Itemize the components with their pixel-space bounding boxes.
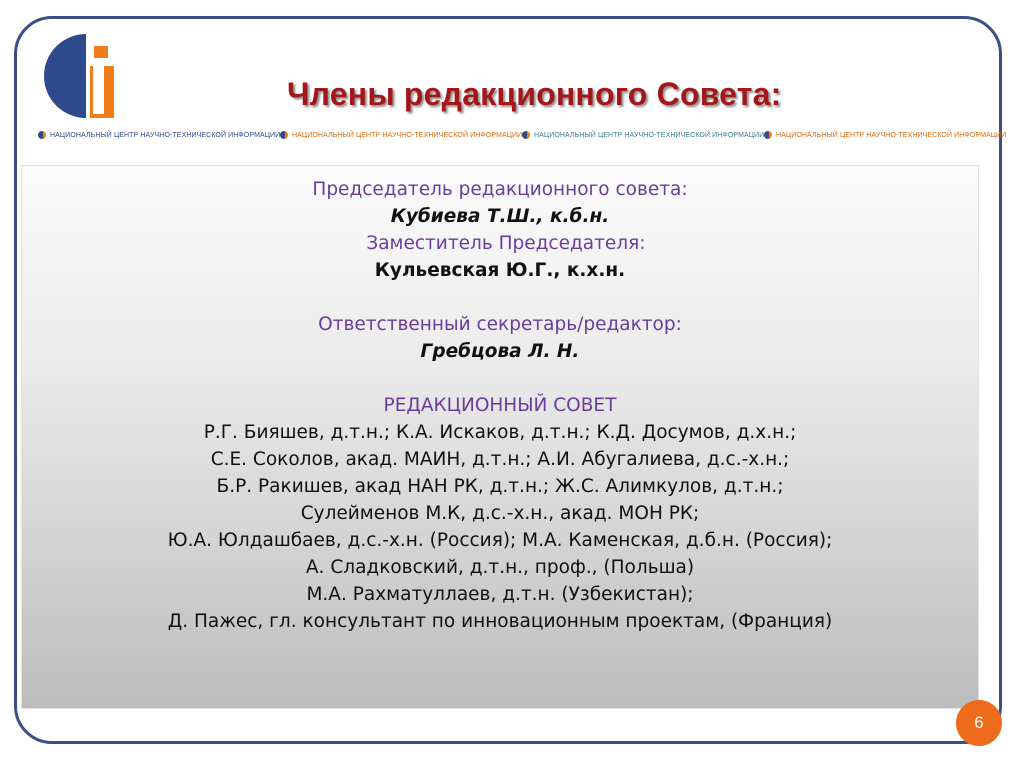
board-member-line: Сулейменов М.К, д.с.-х.н., акад. МОН РК;	[300, 503, 700, 524]
page-number-badge: 6	[956, 700, 1002, 746]
board-member-line: Р.Г. Бияшев, д.т.н.; К.А. Искаков, д.т.н.; К.Д. Досумов, д.х.н.;	[203, 422, 797, 443]
board-member-line: Б.Р. Ракишев, акад НАН РК, д.т.н.; Ж.С. Алимкулов, д.т.н.;	[216, 476, 784, 497]
deputy-heading: Заместитель Председателя:	[366, 233, 646, 254]
spacer	[22, 365, 978, 392]
ncnti-logo-icon	[36, 32, 122, 120]
ncnti-mini-logo-icon	[522, 131, 530, 139]
ncnti-mini-logo-icon	[764, 131, 772, 139]
chair-heading: Председатель редакционного совета:	[312, 179, 688, 200]
board-member-line: С.Е. Соколов, акад. МАИН, д.т.н.; А.И. Абугалиева, д.с.-х.н.;	[210, 449, 790, 470]
header-strip-item: НАЦИОНАЛЬНЫЙ ЦЕНТР НАУЧНО-ТЕХНИЧЕСКОЙ ИНФОРМАЦИИ	[764, 128, 1006, 142]
deputy-name: Кульевская Ю.Г., к.х.н.	[374, 260, 626, 281]
board-member-line: Ю.А. Юлдашбаев, д.с.-х.н. (Россия); М.А. Каменская, д.б.н. (Россия);	[167, 530, 833, 551]
slide-title: Члены редакционного Совета:	[287, 76, 782, 112]
spacer	[22, 284, 978, 311]
header-strip-item: НАЦИОНАЛЬНЫЙ ЦЕНТР НАУЧНО-ТЕХНИЧЕСКОЙ ИНФОРМАЦИИ	[522, 128, 764, 142]
board-member-line: А. Сладковский, д.т.н., проф., (Польша)	[305, 557, 695, 578]
secretary-name: Гребцова Л. Н.	[420, 341, 580, 362]
editorial-board-text	[22, 176, 978, 635]
board-member-line: М.А. Рахматуллаев, д.т.н. (Узбекистан);	[306, 584, 694, 605]
board-member-line: Д. Пажес, гл. консультант по инновационным проектам, (Франция)	[167, 611, 833, 632]
content-panel	[22, 166, 978, 708]
secretary-heading: Ответственный секретарь/редактор:	[318, 314, 682, 335]
ncnti-mini-logo-icon	[280, 131, 288, 139]
ncnti-mini-logo-icon	[38, 131, 46, 139]
header-strip-item: НАЦИОНАЛЬНЫЙ ЦЕНТР НАУЧНО-ТЕХНИЧЕСКОЙ ИНФОРМАЦИИ	[280, 128, 522, 142]
header-strip-item: НАЦИОНАЛЬНЫЙ ЦЕНТР НАУЧНО-ТЕХНИЧЕСКОЙ ИНФОРМАЦИИ	[38, 128, 280, 142]
board-heading: РЕДАКЦИОННЫЙ СОВЕТ	[383, 395, 617, 416]
chair-name: Кубиева Т.Ш., к.б.н.	[390, 206, 610, 227]
